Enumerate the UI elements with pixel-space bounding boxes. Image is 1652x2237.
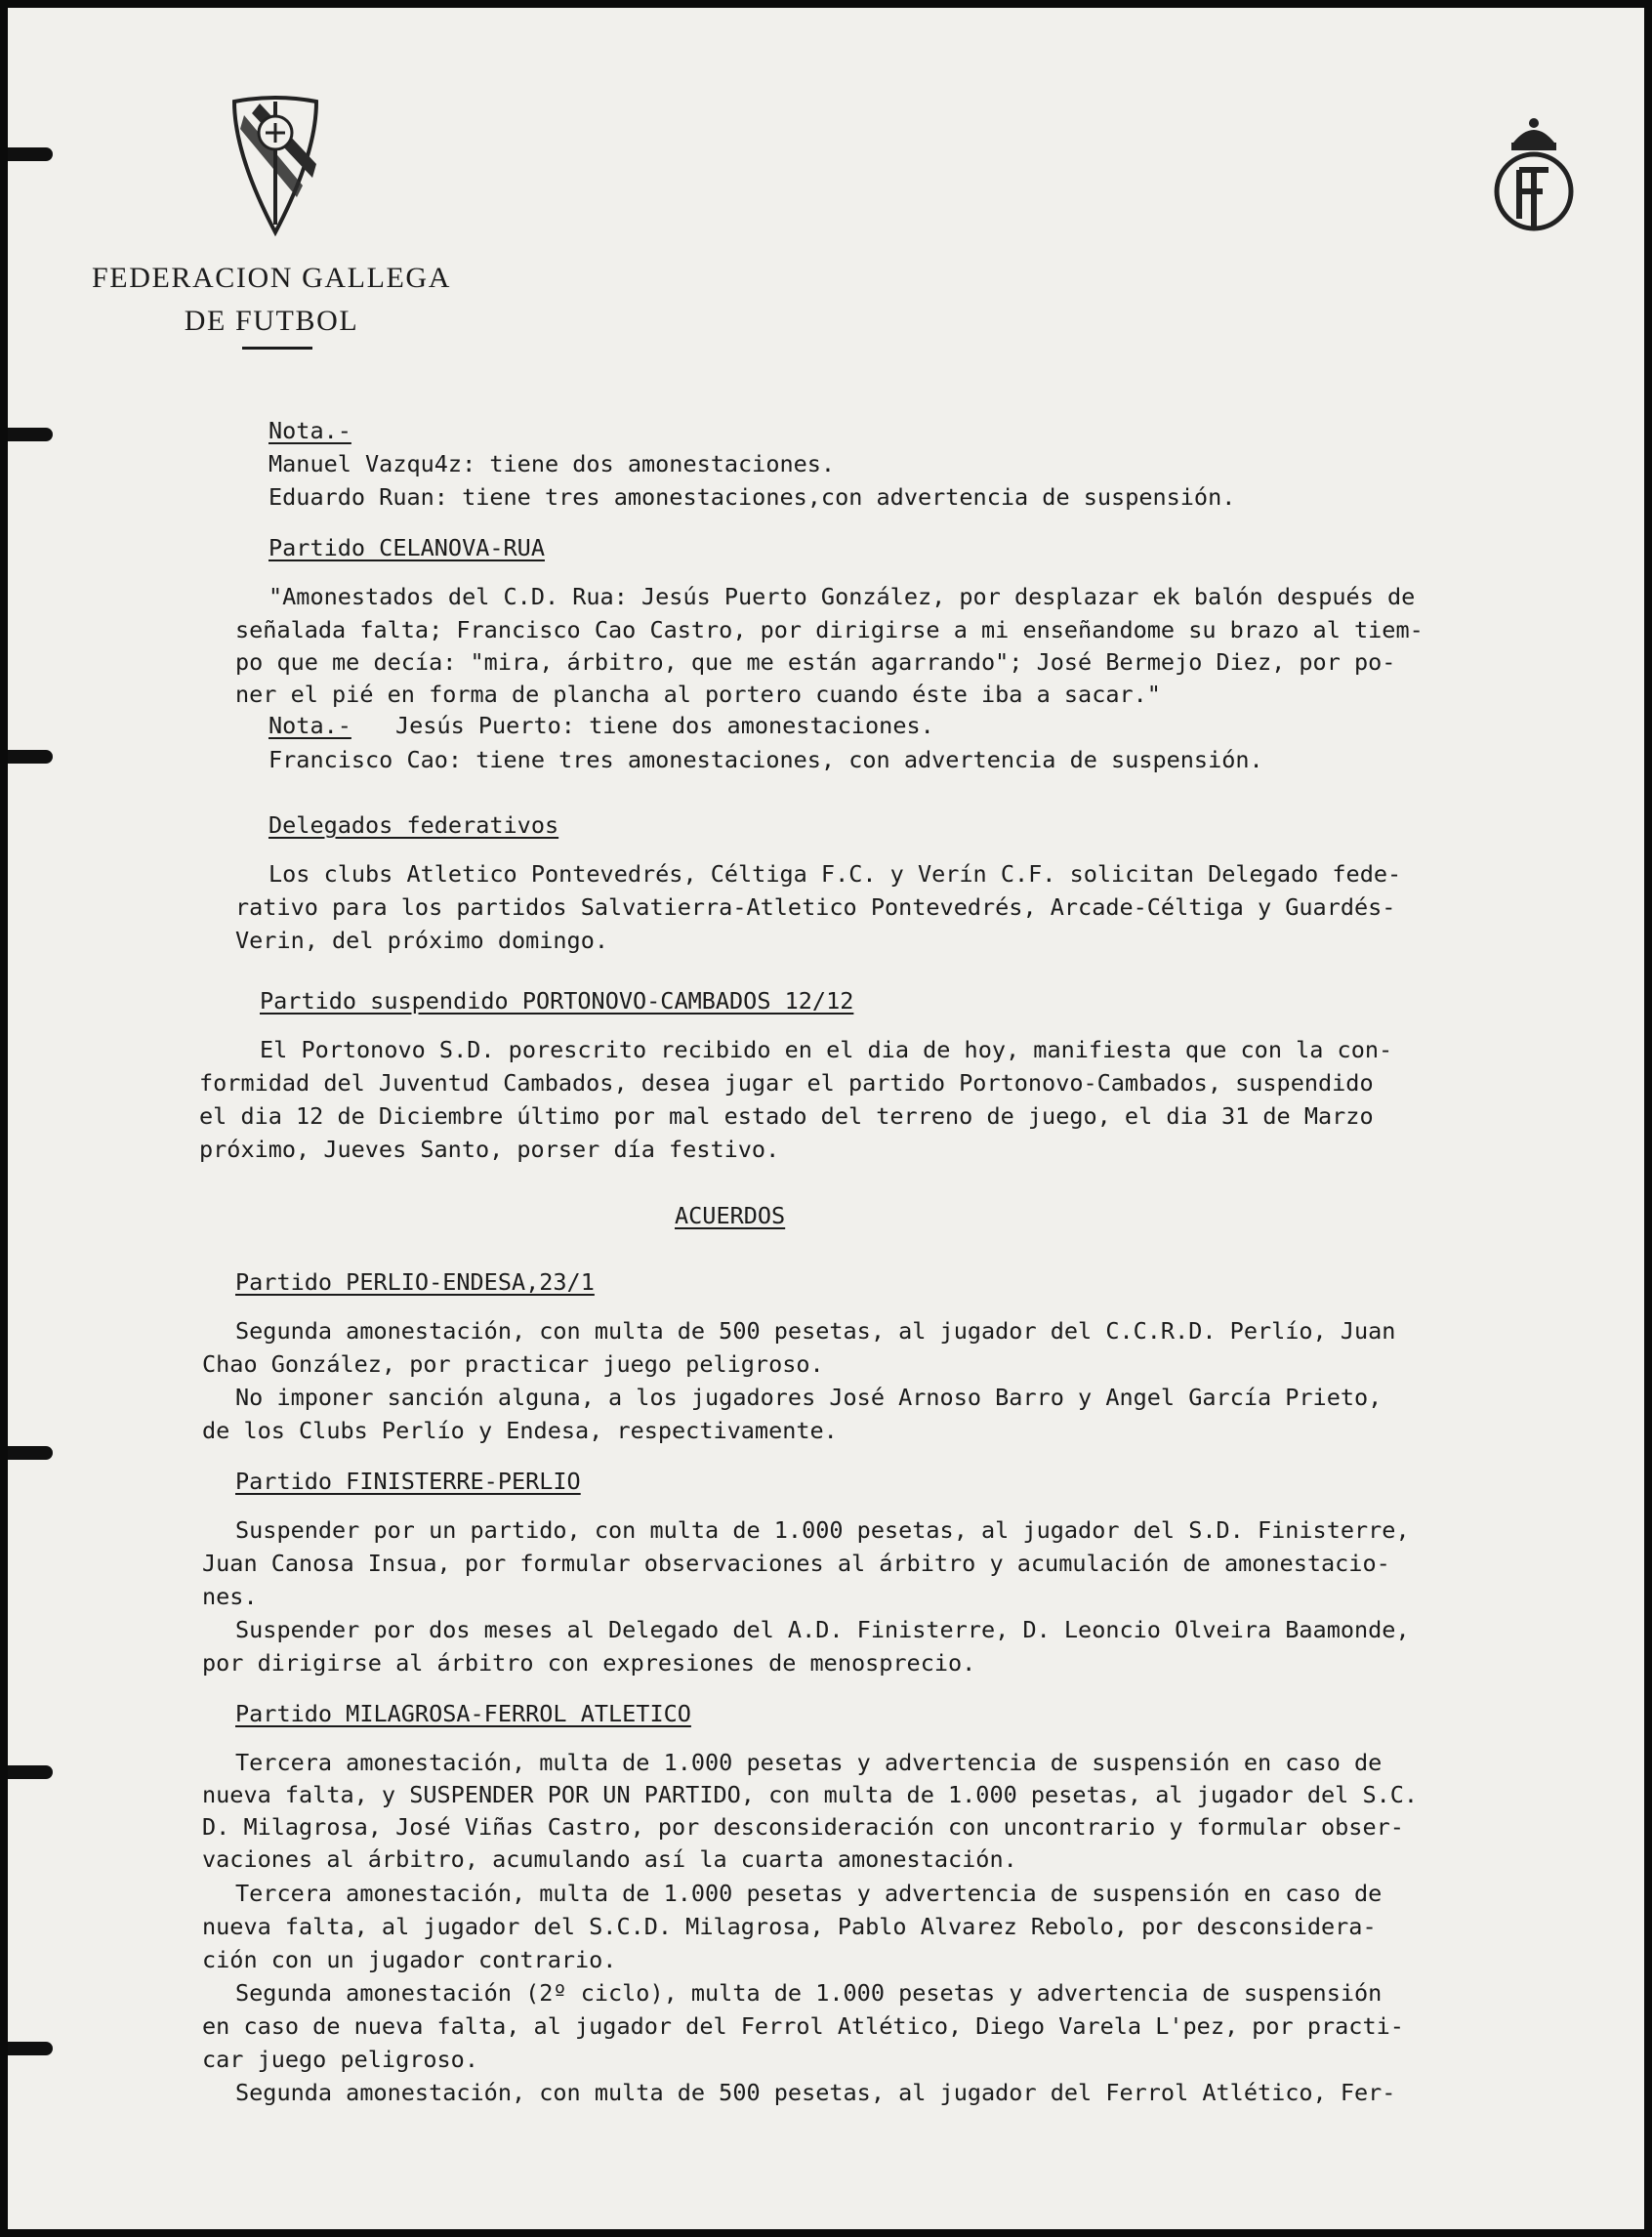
agreements-title: ACUERDOS	[675, 1202, 786, 1229]
text-line: Segunda amonestación, con multa de 500 pesetas, al jugador del Ferrol Atlético, Fer-	[235, 2079, 1396, 2106]
text-line: Jesús Puerto: tiene dos amonestaciones.	[395, 712, 934, 739]
text-line: Los clubs Atletico Pontevedrés, Céltiga F.C. y Verín C.F. solicitan Delegado fede-	[268, 860, 1402, 888]
binder-hole	[8, 147, 53, 161]
section-heading: Partido CELANOVA-RUA	[268, 534, 545, 561]
text-line: Francisco Cao: tiene tres amonestaciones, con advertencia de suspensión.	[268, 746, 1263, 773]
text-line: por dirigirse al árbitro con expresiones de menosprecio.	[202, 1649, 976, 1677]
federation-name	[76, 257, 467, 343]
binder-hole	[8, 1765, 53, 1779]
section-heading: Partido FINISTERRE-PERLIO	[235, 1468, 581, 1495]
text-line: ción con un jugador contrario.	[202, 1946, 617, 1973]
section-heading: Partido MILAGROSA-FERROL ATLETICO	[235, 1700, 691, 1727]
text-line: señalada falta; Francisco Cao Castro, por dirigirse a mi enseñandome su brazo al tiem-	[235, 616, 1424, 643]
text-line: Segunda amonestación, con multa de 500 pesetas, al jugador del C.C.R.D. Perlío, Juan	[235, 1317, 1396, 1345]
text-line: formidad del Juventud Cambados, desea jugar el partido Portonovo-Cambados, suspendido	[199, 1069, 1374, 1097]
text-line: Suspender por dos meses al Delegado del A.D. Finisterre, D. Leoncio Olveira Baamonde,	[235, 1616, 1410, 1643]
text-line: El Portonovo S.D. porescrito recibido en el dia de hoy, manifiesta que con la con-	[260, 1036, 1393, 1063]
text-line: Juan Canosa Insua, por formular observaciones al árbitro y acumulación de amonestacio-	[202, 1550, 1390, 1577]
federation-name-line2: DE FUTBOL	[184, 305, 359, 337]
text-line: ner el pié en forma de plancha al portero cuando éste iba a sacar."	[235, 681, 1161, 708]
text-line: "Amonestados del C.D. Rua: Jesús Puerto González, por desplazar ek balón después de	[268, 583, 1416, 610]
text-line: po que me decía: "mira, árbitro, que me están agarrando"; José Bermejo Diez, por po-	[235, 648, 1396, 676]
text-line: Segunda amonestación (2º ciclo), multa de 1.000 pesetas y advertencia de suspensión	[235, 1979, 1383, 2007]
text-line: el dia 12 de Diciembre último por mal estado del terreno de juego, el dia 31 de Marzo	[199, 1102, 1374, 1130]
text-line: rativo para los partidos Salvatierra-Atletico Pontevedrés, Arcade-Céltiga y Guardés-	[235, 893, 1396, 921]
binder-hole	[8, 2042, 53, 2055]
text-line: nes.	[202, 1583, 258, 1610]
federation-name-line1: FEDERACION GALLEGA	[92, 262, 451, 294]
text-line: Verin, del próximo domingo.	[235, 927, 609, 954]
text-line: nueva falta, al jugador del S.C.D. Milagrosa, Pablo Alvarez Rebolo, por desconsidera-	[202, 1913, 1377, 1940]
section-heading: Delegados federativos	[268, 811, 559, 839]
note-heading: Nota.-	[268, 417, 351, 444]
text-line: Eduardo Ruan: tiene tres amonestaciones,con advertencia de suspensión.	[268, 483, 1236, 511]
binder-hole	[8, 1446, 53, 1460]
federation-shield-logo	[230, 96, 320, 237]
text-line: Tercera amonestación, multa de 1.000 pesetas y advertencia de suspensión en caso de	[235, 1880, 1383, 1907]
text-line: vaciones al árbitro, acumulando así la cuarta amonestación.	[202, 1845, 1017, 1873]
text-line: No imponer sanción alguna, a los jugadores José Arnoso Barro y Angel García Prieto,	[235, 1384, 1383, 1411]
text-line: Suspender por un partido, con multa de 1.000 pesetas, al jugador del S.D. Finisterre,	[235, 1516, 1410, 1544]
text-line: nueva falta, y SUSPENDER POR UN PARTIDO, con multa de 1.000 pesetas, al jugador del S.C.	[202, 1781, 1419, 1808]
text-line: de los Clubs Perlío y Endesa, respectivamente.	[202, 1417, 838, 1444]
binder-hole	[8, 428, 53, 441]
text-line: en caso de nueva falta, al jugador del Ferrol Atlético, Diego Varela L'pez, por practi-	[202, 2012, 1404, 2040]
binder-hole	[8, 750, 53, 764]
note-heading: Nota.-	[268, 712, 351, 739]
text-line: D. Milagrosa, José Viñas Castro, por desconsideración con uncontrario y formular obser-	[202, 1813, 1404, 1841]
text-line: car juego peligroso.	[202, 2046, 478, 2073]
section-heading: Partido suspendido PORTONOVO-CAMBADOS 12/12	[260, 987, 854, 1015]
text-line: Tercera amonestación, multa de 1.000 pesetas y advertencia de suspensión en caso de	[235, 1749, 1383, 1776]
text-line: Manuel Vazqu4z: tiene dos amonestaciones.	[268, 450, 836, 477]
text-line: Chao González, por practicar juego peligroso.	[202, 1350, 824, 1378]
section-heading: Partido PERLIO-ENDESA,23/1	[235, 1268, 595, 1296]
document-page	[8, 8, 1644, 2229]
text-line: próximo, Jueves Santo, porser día festivo.	[199, 1136, 780, 1163]
header-rule	[242, 347, 312, 350]
crowned-emblem-logo	[1492, 113, 1576, 232]
